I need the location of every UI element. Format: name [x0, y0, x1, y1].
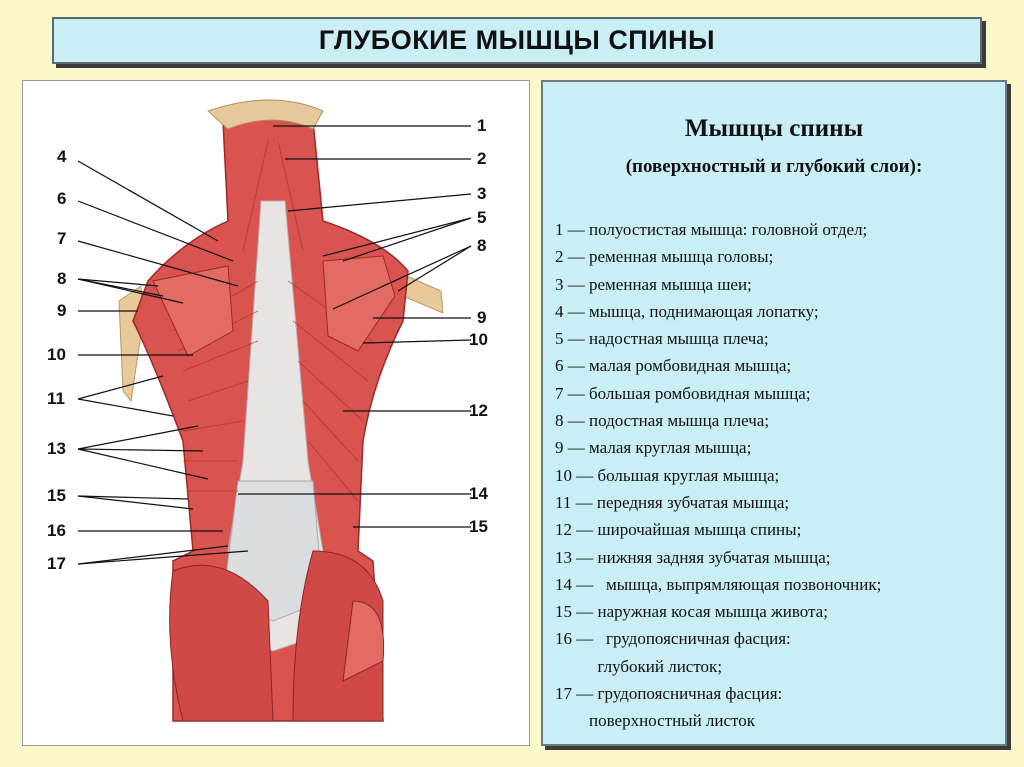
legend-panel [541, 80, 1007, 746]
label-right-5: 5 [477, 208, 487, 227]
anatomy-figure [22, 80, 530, 746]
label-right-15: 15 [469, 517, 488, 536]
legend-item: 9 — малая круглая мышца; [555, 438, 752, 458]
legend-item: 7 — большая ромбовидная мышца; [555, 383, 811, 403]
label-right-14: 14 [469, 484, 488, 503]
label-left-7: 7 [57, 229, 67, 248]
label-left-17: 17 [47, 554, 66, 573]
legend-item: 4 — мышца, поднимающая лопатку; [555, 301, 819, 321]
legend-item: 10 — большая круглая мышца; [555, 465, 780, 485]
legend-item: 14 — мышца, выпрямляющая позвоночник; [555, 574, 882, 594]
label-left-15: 15 [47, 486, 66, 505]
label-right-3: 3 [477, 184, 487, 203]
legend-item: 15 — наружная косая мышца живота; [555, 602, 828, 622]
label-left-6: 6 [57, 189, 67, 208]
label-right-12: 12 [469, 401, 488, 420]
legend-item: 12 — широчайшая мышца спины; [555, 520, 802, 540]
legend-item: 3 — ременная мышца шеи; [555, 274, 752, 294]
legend-item: 17 — грудопоясничная фасция: [555, 684, 783, 704]
legend-list [555, 216, 1005, 735]
label-right-8: 8 [477, 236, 487, 255]
legend-item: 8 — подостная мышца плеча; [555, 411, 770, 431]
legend-item: 6 — малая ромбовидная мышца; [555, 356, 792, 376]
label-left-10: 10 [47, 345, 66, 364]
legend-item: глубокий листок; [555, 656, 723, 676]
title-banner [52, 17, 982, 64]
legend-item: поверхностный листок [555, 711, 756, 731]
label-right-10: 10 [469, 330, 488, 349]
legend-item: 1 — полуостистая мышца: головной отдел; [555, 220, 868, 239]
label-left-13: 13 [47, 439, 66, 458]
label-left-11: 11 [47, 389, 65, 408]
page-title: ГЛУБОКИЕ МЫШЦЫ СПИНЫ [318, 25, 716, 55]
legend-item: 5 — надостная мышца плеча; [555, 329, 769, 349]
label-right-1: 1 [477, 116, 487, 135]
label-right-9: 9 [477, 308, 487, 327]
label-left-9: 9 [57, 301, 67, 320]
label-right-2: 2 [477, 149, 487, 168]
label-left-16: 16 [47, 521, 66, 540]
label-left-8: 8 [57, 269, 67, 288]
label-left-4: 4 [57, 147, 67, 166]
back-muscles-illustration [23, 81, 531, 747]
legend-item: 11 — передняя зубчатая мышца; [555, 492, 790, 512]
legend-item: 16 — грудопоясничная фасция: [555, 629, 791, 649]
legend-subheading: (поверхностный и глубокий слои): [625, 156, 923, 177]
legend-item: 13 — нижняя задняя зубчатая мышца; [555, 547, 831, 567]
legend-item: 2 — ременная мышца головы; [555, 247, 774, 267]
legend-heading: Мышцы спины [684, 115, 864, 142]
